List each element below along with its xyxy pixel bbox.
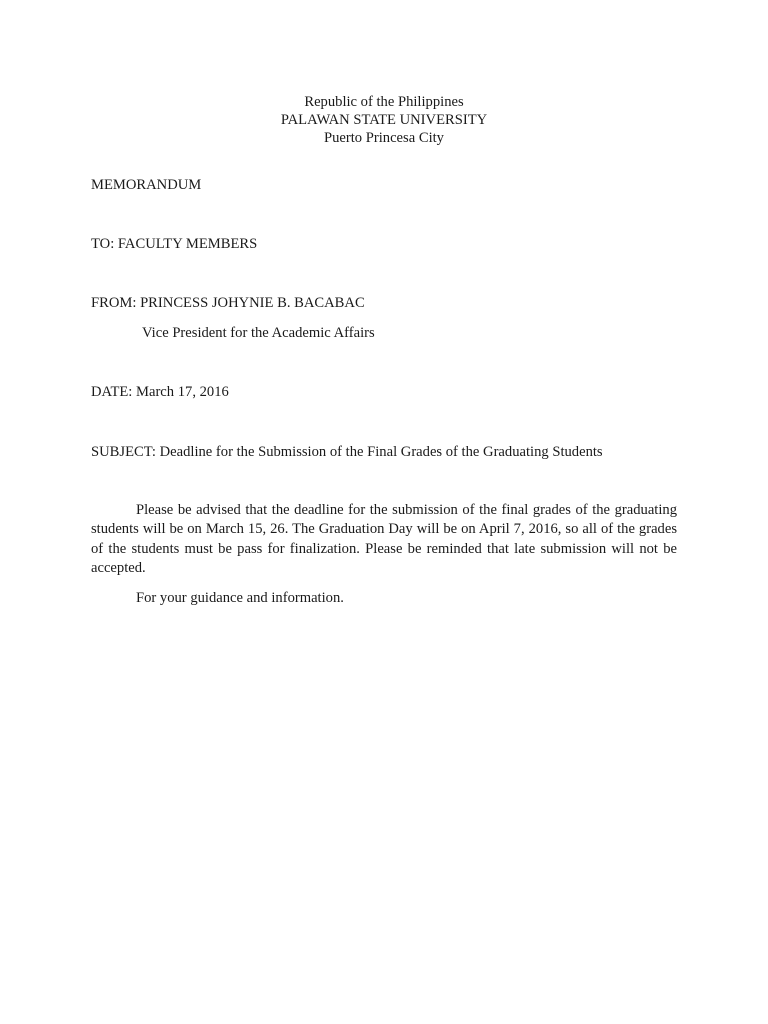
memo-from: FROM: PRINCESS JOHYNIE B. BACABAC [91, 295, 365, 311]
memo-body-paragraph: Please be advised that the deadline for the submission of the final grades of the graduating students will be on March 15, 26. The Graduation Day will be on April 7, 2016, so all of the grades of the students must be pass for finalization. Please be reminded that late submission will not be accepted. [91, 502, 677, 576]
city-line: Puerto Princesa City [324, 130, 444, 146]
university-name: PALAWAN STATE UNIVERSITY [280, 112, 488, 128]
memo-date: DATE: March 17, 2016 [91, 384, 229, 400]
country-line: Republic of the Philippines [304, 94, 464, 110]
letterhead [0, 93, 768, 147]
memo-subject: SUBJECT: Deadline for the Submission of the Final Grades of the Graduating Students [91, 444, 603, 460]
memo-closing: For your guidance and information. [136, 590, 344, 606]
memo-to: TO: FACULTY MEMBERS [91, 236, 258, 252]
memo-title: MEMORANDUM [91, 177, 202, 193]
memo-from-position: Vice President for the Academic Affairs [142, 325, 375, 341]
